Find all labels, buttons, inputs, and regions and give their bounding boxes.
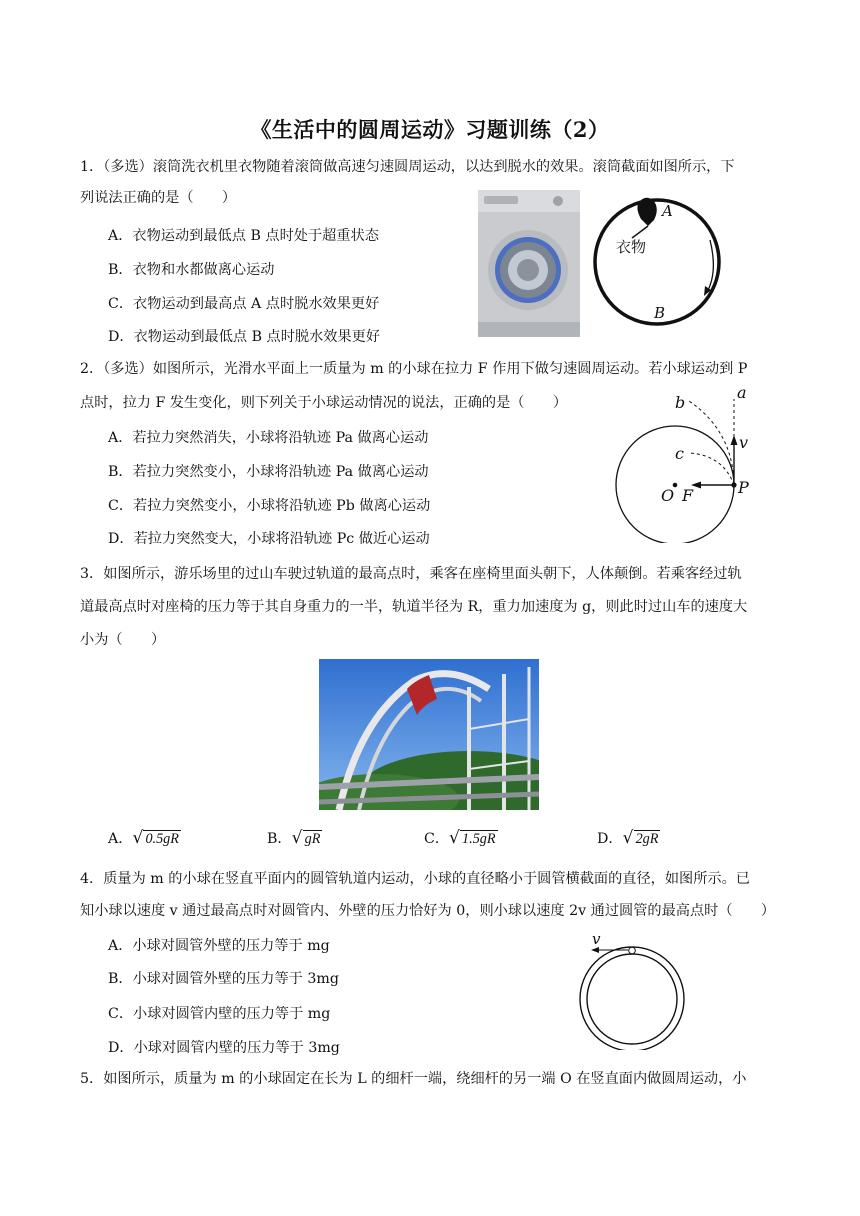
q3-option-c-expr: 1.5gR <box>462 831 496 847</box>
q3-option-a-label: A． <box>108 831 133 847</box>
q4-option-c[interactable]: C．小球对圆管内壁的压力等于 mg <box>108 1006 331 1022</box>
q5-stem-line1: 5．如图所示，质量为 m 的小球固定在长为 L 的细杆一端，绕细杆的另一端 O 在竖直面内做圆周运动，小 <box>80 1071 747 1087</box>
q2-option-c[interactable]: C．若拉力突然变小，小球将沿轨迹 Pb 做离心运动 <box>108 498 431 514</box>
circular-motion-diagram <box>605 383 780 543</box>
q4-option-b[interactable]: B．小球对圆管外壁的压力等于 3mg <box>108 971 339 987</box>
sqrt-symbol: √ gR <box>291 828 321 848</box>
q1-option-b[interactable]: B．衣物和水都做离心运动 <box>108 262 275 278</box>
q1-option-c[interactable]: C．衣物运动到最高点 A 点时脱水效果更好 <box>108 296 380 312</box>
drum-label-clothes: 衣物 <box>616 238 647 256</box>
q2-option-b[interactable]: B．若拉力突然变小，小球将沿轨迹 Pa 做离心运动 <box>108 464 429 480</box>
drum-diagram <box>592 190 722 330</box>
q3-option-c[interactable] <box>424 828 498 848</box>
page-title: 《生活中的圆周运动》习题训练（2） <box>250 117 610 142</box>
sqrt-symbol: √ 0.5gR <box>132 828 179 848</box>
q4-option-a[interactable]: A．小球对圆管外壁的压力等于 mg <box>108 938 330 954</box>
q3-option-b[interactable] <box>267 828 322 848</box>
q3-option-c-label: C． <box>424 831 450 847</box>
q1-stem-line1: 1．（多选）滚筒洗衣机里衣物随着滚筒做高速匀速圆周运动，以达到脱水的效果。滚筒截面如图所示，下 <box>80 159 735 175</box>
q3-option-d-expr: 2gR <box>635 831 659 847</box>
drum-label-b: B <box>654 304 666 322</box>
q1-option-d[interactable]: D．衣物运动到最低点 B 点时脱水效果更好 <box>108 329 381 345</box>
center-label-o: O <box>661 486 675 505</box>
q3-option-b-label: B． <box>267 831 292 847</box>
q2-stem-line2: 点时，拉力 F 发生变化，则下列关于小球运动情况的说法，正确的是（ ） <box>80 395 568 411</box>
point-label-p: P <box>738 478 749 497</box>
q4-stem-line1: 4．质量为 m 的小球在竖直平面内的圆管轨道内运动，小球的直径略小于圆管横截面的直径，如图所示。已 <box>80 871 750 887</box>
circular-tube-diagram <box>574 930 694 1050</box>
sqrt-symbol: √ 1.5gR <box>449 828 496 848</box>
trajectory-label-a: a <box>737 383 747 402</box>
tube-velocity-label: v <box>592 930 601 948</box>
q3-option-d[interactable] <box>597 828 660 848</box>
q3-option-d-label: D． <box>597 831 623 847</box>
q3-option-a[interactable] <box>108 828 181 848</box>
q3-stem-line2: 道最高点时对座椅的压力等于其自身重力的一半，轨道半径为 R，重力加速度为 g，则此时过山车的速度大 <box>80 599 748 615</box>
q2-stem-line1: 2．（多选）如图所示，光滑水平面上一质量为 m 的小球在拉力 F 作用下做匀速圆周运动。若小球运动到 P <box>80 361 748 377</box>
q3-stem-line3: 小为（ ） <box>80 632 166 648</box>
trajectory-label-c: c <box>675 444 684 463</box>
q3-option-a-expr: 0.5gR <box>145 831 179 847</box>
washing-machine-photo <box>478 190 580 337</box>
trajectory-label-b: b <box>675 393 686 412</box>
force-label-f: F <box>682 486 694 505</box>
velocity-label-v: v <box>739 433 749 452</box>
q3-option-b-expr: gR <box>304 831 321 847</box>
q2-option-a[interactable]: A．若拉力突然消失，小球将沿轨迹 Pa 做离心运动 <box>108 430 429 446</box>
q4-option-d[interactable]: D．小球对圆管内壁的压力等于 3mg <box>108 1040 340 1056</box>
roller-coaster-photo <box>319 659 539 810</box>
q1-option-a[interactable]: A．衣物运动到最低点 B 点时处于超重状态 <box>108 228 379 244</box>
q3-stem-line1: 3．如图所示，游乐场里的过山车驶过轨道的最高点时，乘客在座椅里面头朝下，人体颠倒。若乘客经过轨 <box>80 566 742 582</box>
drum-label-a: A <box>662 202 673 220</box>
q1-stem-line2: 列说法正确的是（ ） <box>80 190 237 206</box>
q2-option-d[interactable]: D．若拉力突然变大，小球将沿轨迹 Pc 做近心运动 <box>108 531 430 547</box>
sqrt-symbol: √ 2gR <box>622 828 659 848</box>
q4-stem-line2: 知小球以速度 v 通过最高点时对圆管内、外壁的压力恰好为 0，则小球以速度 2v 通过圆管的最高点时（ ） <box>80 903 776 919</box>
